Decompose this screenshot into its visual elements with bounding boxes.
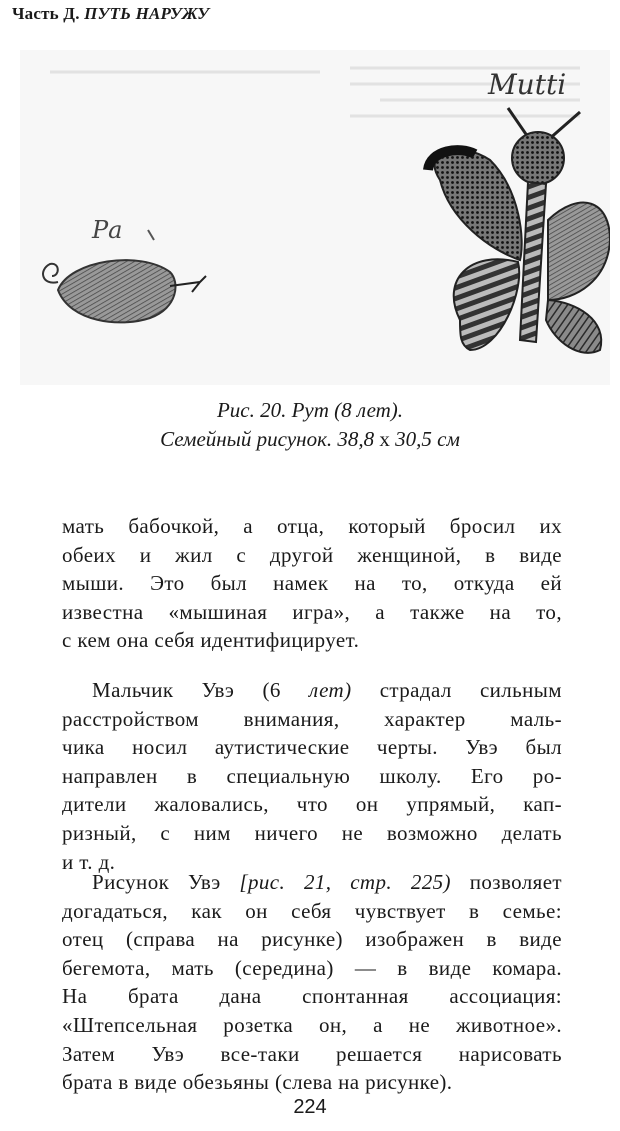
caption-line2-part-a: Семейный рисунок. 38,8 — [160, 427, 375, 451]
paragraph-line: мать бабочкой, а отца, который бросил их — [62, 514, 562, 538]
text-run: страдал сильным — [351, 678, 563, 702]
running-header — [12, 4, 209, 24]
paragraph-3 — [62, 868, 562, 1097]
header-title: ПУТЬ НАРУЖУ — [84, 4, 210, 23]
paragraph-line — [62, 868, 562, 897]
paragraph-line: ризный, с ним ничего не возможно делать — [62, 820, 562, 845]
paragraph-line: с кем она себя идентифицирует. — [62, 628, 360, 653]
paragraph-line: и т. д. — [62, 849, 116, 874]
figure-caption-line1: Рис. 20. Рут (8 лет). — [216, 398, 404, 422]
paragraph-line: догадаться, как он себя чувствует в семье: — [62, 898, 562, 923]
paragraph-line: расстройством внимания, характер маль- — [62, 706, 562, 731]
paragraph-line: направлен в специальную школу. Его ро- — [62, 763, 562, 788]
paragraph-line: Затем Увэ все-таки решается нарисовать — [62, 1041, 562, 1066]
paragraph-line: обеих и жил с другой женщиной, в виде — [62, 542, 562, 567]
caption-line2-part-b: 30,5 см — [395, 427, 460, 451]
paragraph-line: «Штепсельная розетка он, а не животное». — [62, 1012, 562, 1037]
page-number: 224 — [293, 1096, 327, 1118]
label-right: Mutti — [488, 68, 567, 101]
text-run: Мальчик Увэ (6 — [92, 678, 309, 702]
paragraph-2 — [62, 676, 562, 876]
text-run: Рисунок Увэ — [92, 870, 240, 894]
paragraph-1 — [62, 512, 562, 655]
paragraph-line: дители жаловались, что он упрямый, кап- — [62, 792, 562, 817]
label-left: Ра — [92, 216, 123, 244]
paragraph-line: брата в виде обезьяны (слева на рисунке). — [62, 1070, 453, 1095]
paragraph-line: На брата дана спонтанная ассоциация: — [62, 984, 562, 1009]
paragraph-line: бегемота, мать (середина) — в виде комара. — [62, 955, 562, 980]
text-run: позволяет — [450, 870, 562, 894]
child-drawing-illustration — [20, 50, 610, 385]
paragraph-line — [62, 676, 562, 705]
text-run-italic: [рис. 21, стр. 225) — [239, 870, 451, 894]
figure-drawing — [20, 50, 610, 385]
figure-caption-line2 — [0, 427, 620, 452]
paragraph-line: отец (справа на рисунке) изображен в виде — [62, 927, 562, 952]
header-part: Часть Д. — [12, 4, 80, 23]
caption-line2-x: х — [374, 427, 396, 451]
paragraph-line: известна «мышиная игра», а также на то, — [62, 599, 562, 624]
text-run-italic: лет) — [309, 678, 352, 702]
paragraph-line: мыши. Это был намек на то, откуда ей — [62, 571, 562, 596]
paragraph-line: чика носил аутистические черты. Увэ был — [62, 735, 562, 760]
